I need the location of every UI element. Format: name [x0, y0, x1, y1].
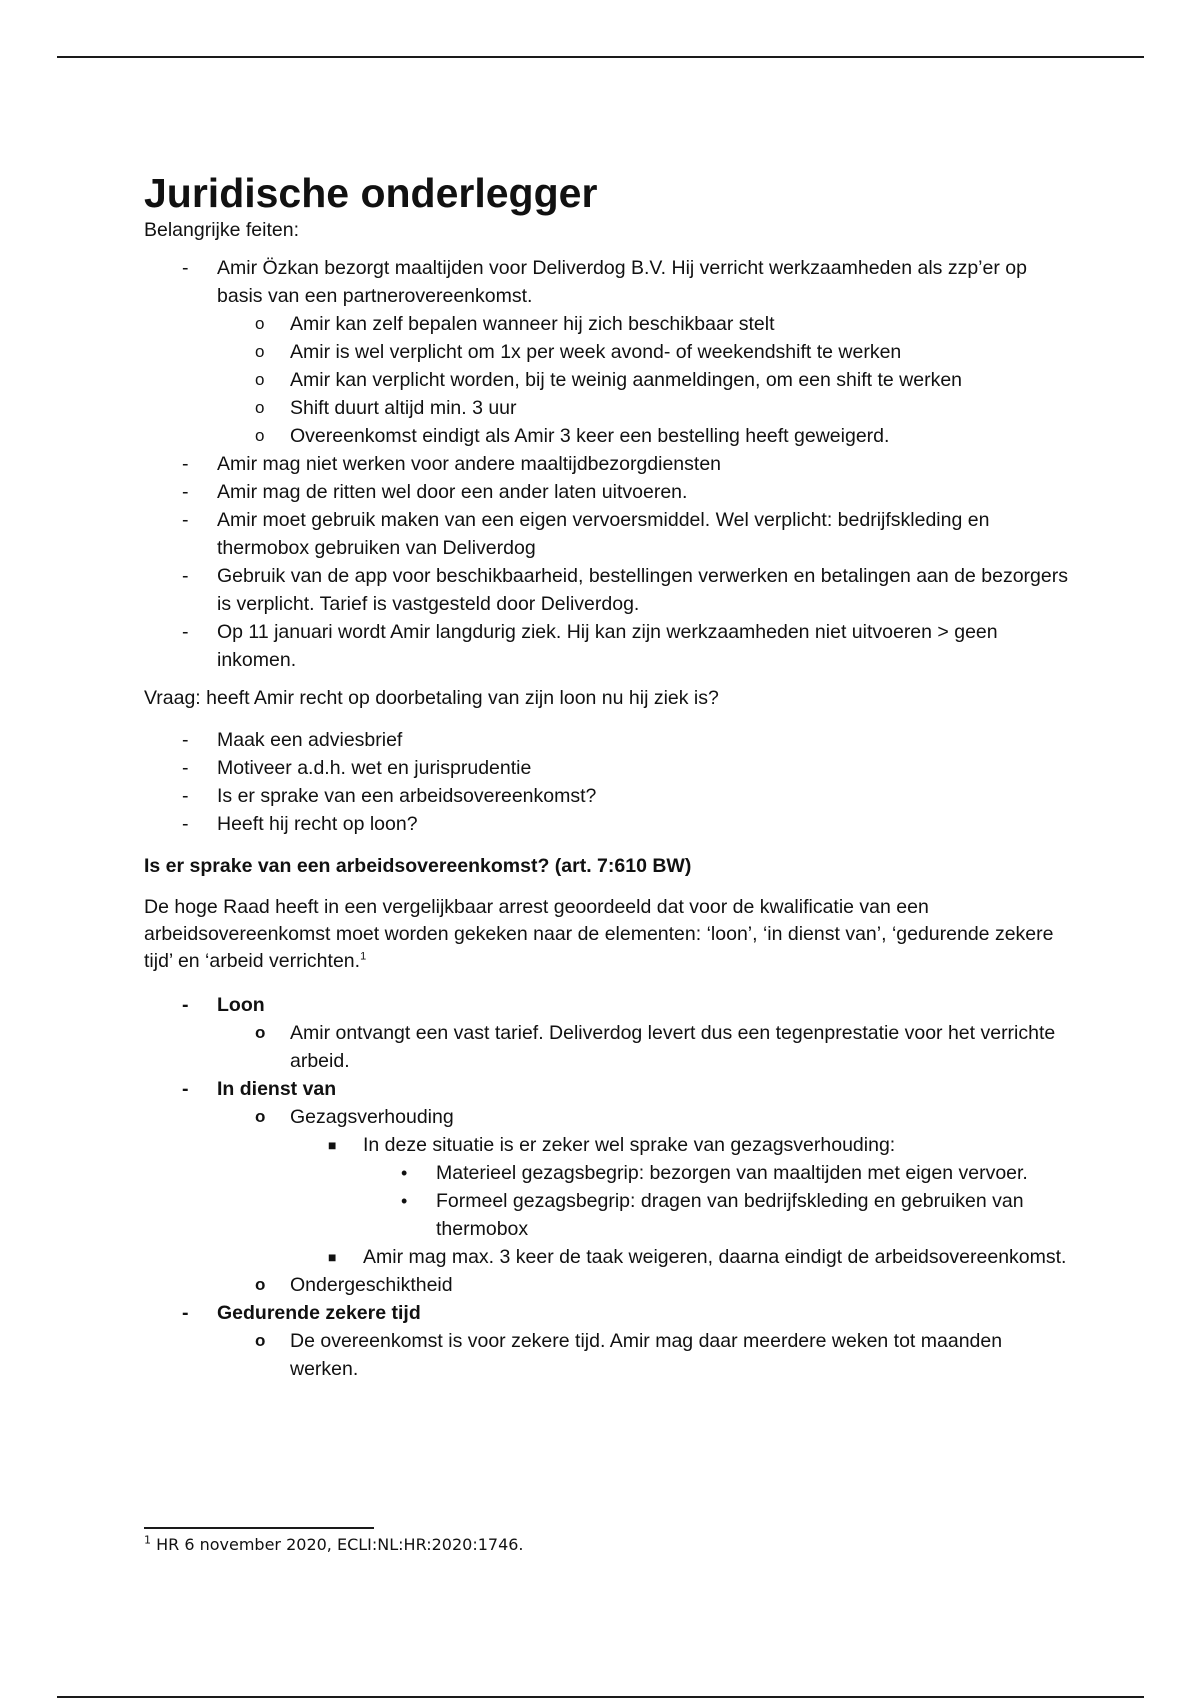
circle-bullet: o — [255, 1023, 266, 1042]
gezag-detail-list — [363, 1159, 1074, 1243]
list-item: - Gebruik van de app voor beschikbaarheid, bestellingen verwerken en betalingen aan de bezorgers is verplicht. Tarief is vastgesteld door Deliverdog. — [144, 562, 1074, 618]
gezag-sublist — [290, 1131, 1074, 1271]
elements-list — [144, 991, 1074, 1383]
element-loon-label: Loon — [217, 994, 265, 1016]
facts-sublist — [217, 310, 1074, 450]
circle-bullet: o — [255, 370, 265, 389]
list-item: o Gezagsverhouding ■ In deze situatie is er zeker wel sprake van gezagsverhouding: • Materieel gezagsbegrip: bezorgen van maaltijden met eigen vervoer. • Formeel gezagsbegrip: dragen van bedrijfskleding en gebruiken van thermobox ■ Amir mag max. 3 keer de taak weigeren, daarna eindigt de arbeidsovereenkomst. — [217, 1103, 1074, 1271]
dash-bullet: - — [182, 565, 189, 587]
dash-bullet: - — [182, 757, 189, 779]
element-tijd-label: Gedurende zekere tijd — [217, 1302, 421, 1324]
dash-bullet: - — [182, 257, 189, 279]
list-item: - Heeft hij recht op loon? — [144, 810, 1074, 838]
dash-bullet: - — [182, 729, 189, 751]
list-item — [144, 1075, 1074, 1299]
list-item: - Is er sprake van een arbeidsovereenkomst? — [144, 782, 1074, 810]
dash-bullet: - — [182, 621, 189, 643]
element-in-dienst-label: In dienst van — [217, 1078, 337, 1100]
list-item: ■ In deze situatie is er zeker wel sprake van gezagsverhouding: • Materieel gezagsbegrip: bezorgen van maaltijden met eigen vervoer. • Formeel gezagsbegrip: dragen van bedrijfskleding en gebruiken van thermobox — [290, 1131, 1074, 1243]
list-item: o De overeenkomst is voor zekere tijd. Amir mag daar meerdere weken tot maanden werken. — [217, 1327, 1074, 1383]
page-title: Juridische onderlegger — [144, 170, 598, 216]
list-item: o Ondergeschiktheid — [217, 1271, 1074, 1299]
list-item: - Maak een adviesbrief — [144, 726, 1074, 754]
dash-bullet: - — [182, 509, 189, 531]
list-item: - Amir mag de ritten wel door een ander laten uitvoeren. — [144, 478, 1074, 506]
circle-bullet: o — [255, 342, 265, 361]
dash-bullet: - — [182, 813, 189, 835]
tijd-sublist — [217, 1327, 1074, 1383]
list-item: - Amir mag niet werken voor andere maaltijdbezorgdiensten — [144, 450, 1074, 478]
footnote-rule — [144, 1527, 374, 1529]
header-rule — [57, 56, 1144, 58]
list-item: o Amir kan zelf bepalen wanneer hij zich beschikbaar stelt — [217, 310, 1074, 338]
circle-bullet: o — [255, 398, 265, 417]
list-item: - Amir Özkan bezorgt maaltijden voor Deliverdog B.V. Hij verricht werkzaamheden als zzp’er op basis van een partnerovereenkomst. o Amir kan zelf bepalen wanneer hij zich beschikbaar stelt o Amir is wel verplicht om 1x per week avond- of weekendshift te werken o Amir kan verplicht worden, bij te weinig aanmeldingen, om een shift te werken o Shift duurt altijd min. 3 uur o Overeenkomst eindigt als Amir 3 keer een bestelling heeft geweigerd. — [144, 254, 1074, 450]
list-item — [144, 991, 1074, 1075]
dot-bullet: • — [401, 1191, 408, 1211]
facts-intro: Belangrijke feiten: — [144, 219, 300, 241]
list-item: o Amir ontvangt een vast tarief. Deliverdog levert dus een tegenprestatie voor het verrichte arbeid. — [217, 1019, 1074, 1075]
circle-bullet: o — [255, 1331, 266, 1350]
list-item: o Amir is wel verplicht om 1x per week avond- of weekendshift te werken — [217, 338, 1074, 366]
list-item: - Op 11 januari wordt Amir langdurig ziek. Hij kan zijn werkzaamheden niet uitvoeren > geen inkomen. — [144, 618, 1074, 674]
footnote-number: 1 — [144, 1533, 151, 1547]
document-body — [144, 170, 1074, 1383]
loon-sublist — [217, 1019, 1074, 1075]
section-heading: Is er sprake van een arbeidsovereenkomst? (art. 7:610 BW) — [144, 855, 692, 877]
footnote-reference: 1 — [360, 950, 367, 963]
circle-bullet: o — [255, 314, 265, 333]
footnote — [144, 1535, 524, 1555]
square-bullet: ■ — [328, 1137, 337, 1153]
dash-bullet: - — [182, 994, 189, 1016]
list-item: o Overeenkomst eindigt als Amir 3 keer een bestelling heeft geweigerd. — [217, 422, 1074, 450]
list-item: • Materieel gezagsbegrip: bezorgen van maaltijden met eigen vervoer. — [363, 1159, 1074, 1187]
facts-list — [144, 254, 1074, 674]
square-bullet: ■ — [328, 1249, 337, 1265]
list-item: - Amir moet gebruik maken van een eigen vervoersmiddel. Wel verplicht: bedrijfskleding en thermobox gebruiken van Deliverdog — [144, 506, 1074, 562]
dash-bullet: - — [182, 1302, 189, 1324]
question: Vraag: heeft Amir recht op doorbetaling van zijn loon nu hij ziek is? — [144, 687, 719, 709]
dash-bullet: - — [182, 453, 189, 475]
list-item: - Motiveer a.d.h. wet en jurisprudentie — [144, 754, 1074, 782]
dash-bullet: - — [182, 785, 189, 807]
dot-bullet: • — [401, 1163, 408, 1183]
circle-bullet: o — [255, 1107, 266, 1126]
list-item — [144, 1299, 1074, 1383]
list-item: o Amir kan verplicht worden, bij te weinig aanmeldingen, om een shift te werken — [217, 366, 1074, 394]
circle-bullet: o — [255, 426, 265, 445]
footnote-text: HR 6 november 2020, ECLI:NL:HR:2020:1746. — [156, 1535, 524, 1554]
dash-bullet: - — [182, 481, 189, 503]
dash-bullet: - — [182, 1078, 189, 1100]
in-dienst-sublist — [217, 1103, 1074, 1299]
list-item: • Formeel gezagsbegrip: dragen van bedrijfskleding en gebruiken van thermobox — [363, 1187, 1074, 1243]
list-item: o Shift duurt altijd min. 3 uur — [217, 394, 1074, 422]
section-paragraph: De hoge Raad heeft in een vergelijkbaar arrest geoordeeld dat voor de kwalificatie van een arbeidsovereenkomst moet worden gekeken naar de elementen: ‘loon’, ‘in dienst van’, ‘gedurende zekere tijd’ en ‘arbeid verrichten.$^1$ — [144, 896, 1054, 972]
tasks-list — [144, 726, 1074, 838]
footer-rule — [57, 1696, 1144, 1698]
list-item: ■ Amir mag max. 3 keer de taak weigeren, daarna eindigt de arbeidsovereenkomst. — [290, 1243, 1074, 1271]
circle-bullet: o — [255, 1275, 266, 1294]
